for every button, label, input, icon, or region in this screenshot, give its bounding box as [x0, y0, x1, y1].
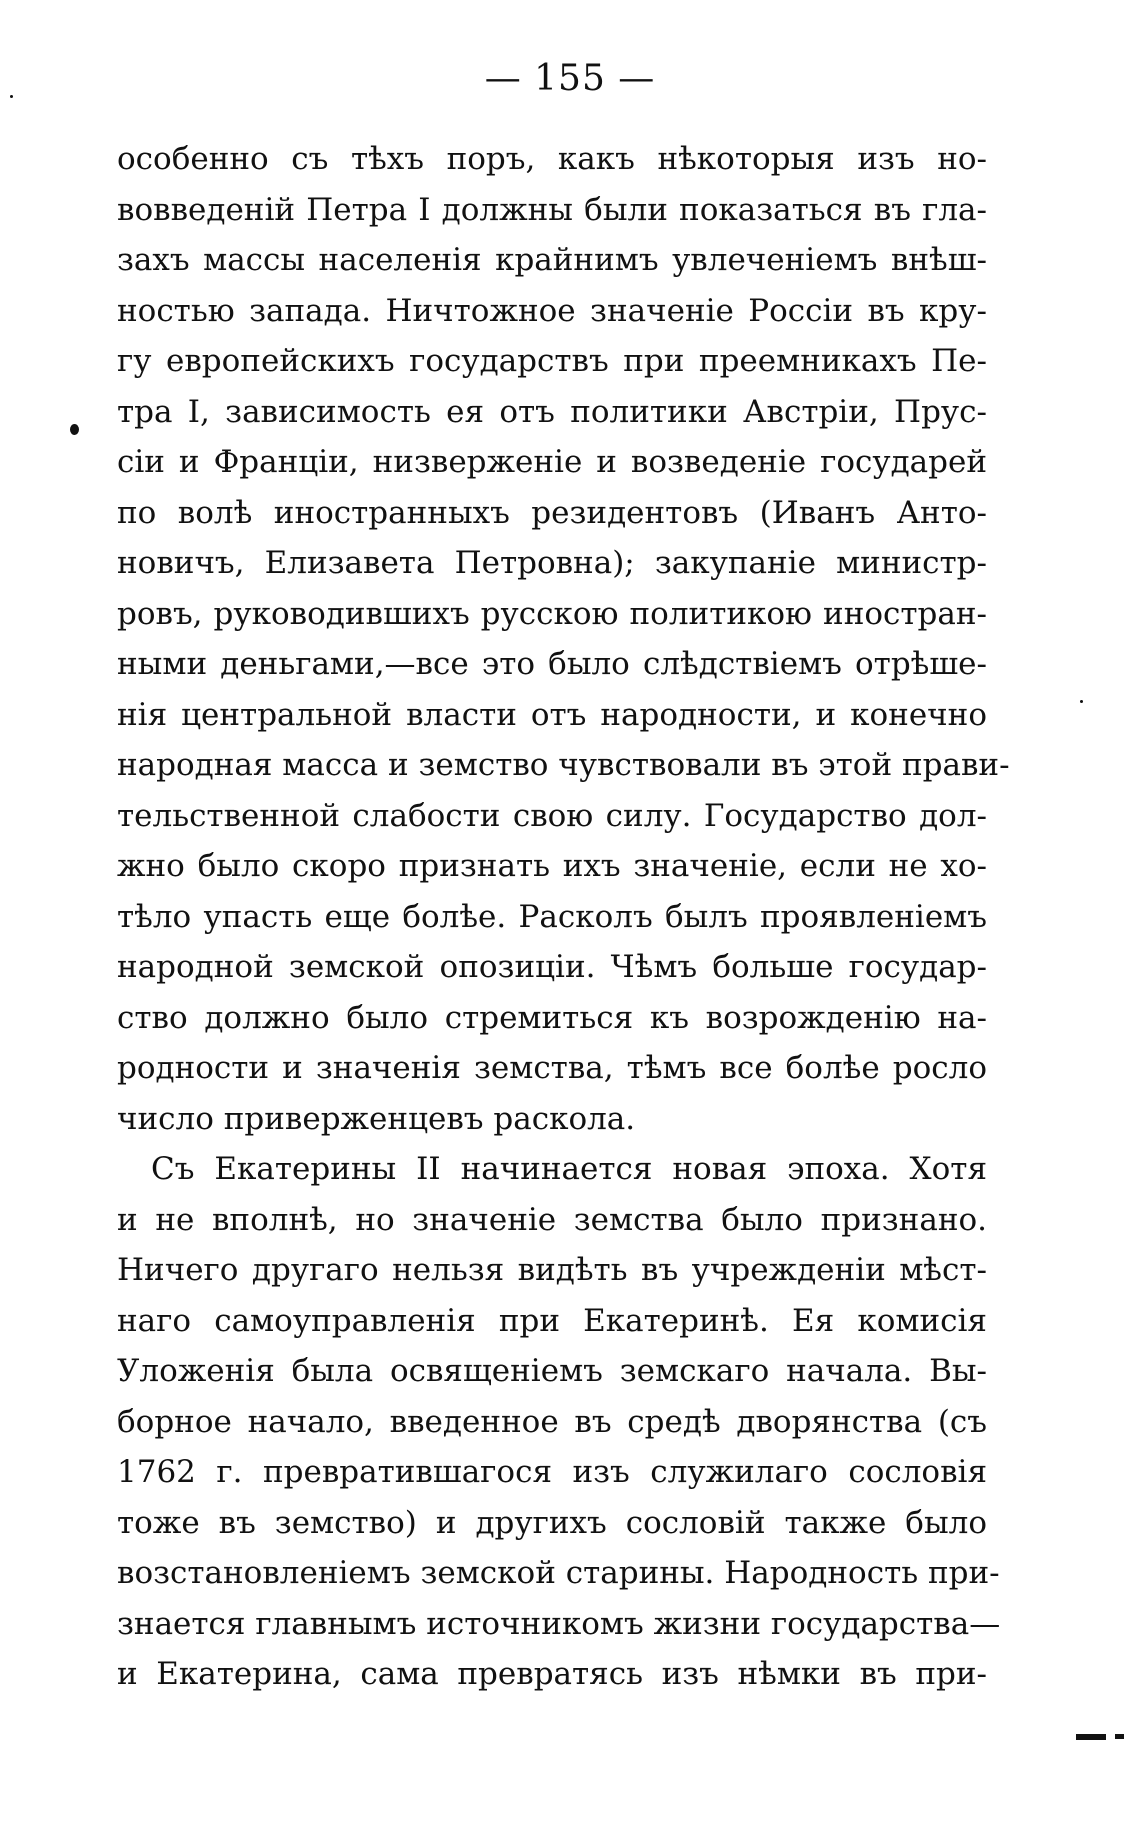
text-line: тѣло упасть еще болѣе. Расколъ былъ проявленіемъ: [117, 898, 987, 935]
text-line: наго самоуправленія при Екатеринѣ. Ея комисія: [117, 1302, 987, 1339]
scan-mark: [1076, 1734, 1106, 1740]
text-line: и не вполнѣ, но значеніе земства было признано.: [117, 1201, 987, 1238]
paragraph-2: [117, 1144, 1001, 1700]
scan-speck: [70, 424, 79, 435]
text-line: ство должно было стремиться къ возрожденію на-: [117, 999, 987, 1036]
page-number: — 155 —: [484, 58, 656, 99]
text-line: ностью запада. Ничтожное значеніе Россіи въ кру-: [117, 292, 987, 329]
text-line: борное начало, введенное въ средѣ дворянства (съ: [117, 1403, 987, 1440]
text-line: ными деньгами,—все это было слѣдствіемъ отрѣше-: [117, 646, 987, 682]
text-line: ровъ, руководившихъ русскою политикою иностран-: [117, 595, 987, 632]
text-line: и Екатерина, сама превратясь изъ нѣмки въ при-: [117, 1656, 987, 1692]
text-line: 1762 г. превратившагося изъ служилаго сословія: [117, 1454, 987, 1490]
text-line: знается главнымъ источникомъ жизни государства—: [117, 1605, 1001, 1642]
text-line: особенно съ тѣхъ поръ, какъ нѣкоторыя изъ но-: [117, 141, 987, 177]
text-line: по волѣ иностранныхъ резидентовъ (Иванъ Анто-: [117, 494, 987, 531]
scan-speck: [1080, 700, 1083, 703]
scan-mark: [1115, 1734, 1124, 1739]
text-line: тельственной слабости свою силу. Государство дол-: [117, 797, 987, 834]
text-line: народной земской опозиціи. Чѣмъ больше государ-: [117, 949, 987, 985]
scan-speck: [10, 95, 13, 98]
text-line: Ничего другаго нельзя видѣть въ учрежденіи мѣст-: [117, 1252, 987, 1288]
text-line: возстановленіемъ земской старины. Народность при-: [117, 1555, 1000, 1591]
text-line: нія центральной власти отъ народности, и конечно: [117, 696, 987, 733]
text-line: Съ Екатерины II начинается новая эпоха. Хотя: [151, 1151, 987, 1187]
paragraph-1: [117, 134, 1010, 1144]
text-line: число приверженцевъ раскола.: [117, 1100, 636, 1137]
text-line: жно было скоро признать ихъ значеніе, если не хо-: [117, 848, 987, 884]
text-line: народная масса и земство чувствовали въ этой прави-: [117, 747, 1010, 783]
text-line: вовведеній Петра I должны были показаться въ гла-: [117, 191, 987, 228]
text-line: захъ массы населенія крайнимъ увлеченіемъ внѣш-: [117, 242, 987, 278]
text-line: тра I, зависимость ея отъ политики Австріи, Прус-: [117, 393, 987, 430]
text-line: тоже въ земство) и другихъ сословій также было: [117, 1504, 987, 1541]
body-text: [117, 134, 1010, 1700]
text-line: Уложенія была освященіемъ земскаго начала. Вы-: [117, 1353, 987, 1389]
text-line: гу европейскихъ государствъ при преемникахъ Пе-: [117, 343, 987, 379]
text-line: новичъ, Елизавета Петровна); закупаніе министр-: [117, 545, 987, 581]
text-line: родности и значенія земства, тѣмъ все болѣе росло: [117, 1050, 987, 1086]
text-line: сіи и Франціи, низверженіе и возведеніе государей: [117, 444, 987, 480]
